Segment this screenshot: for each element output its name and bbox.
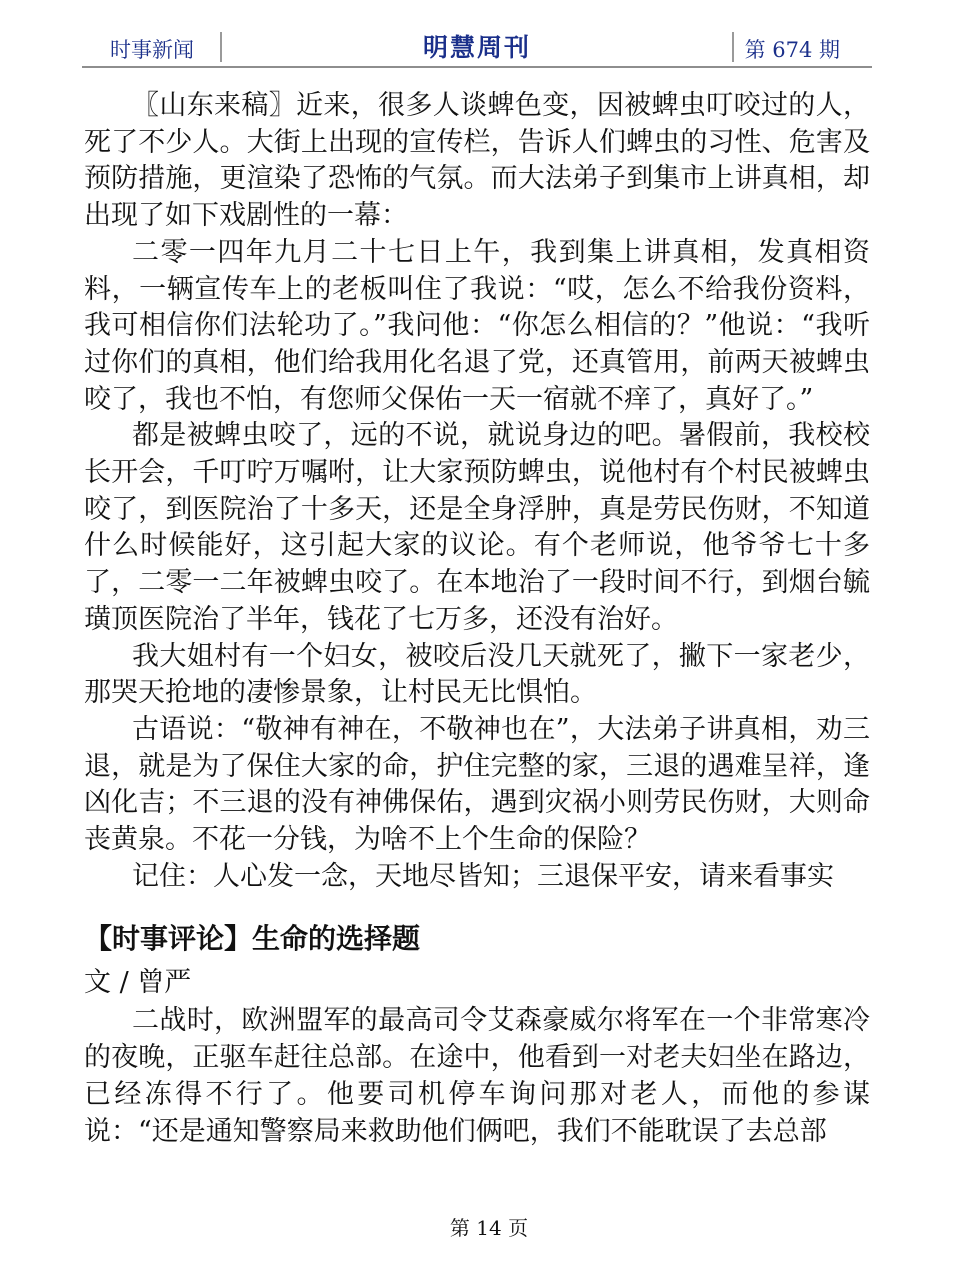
header-section-label: 时事新闻 <box>110 38 194 62</box>
page-number: 第 14 页 <box>449 1216 529 1240</box>
article1-paragraph: 二零一四年九月二十七日上午，我到集上讲真相，发真相资料，一辆宣传车上的老板叫住了我说：“哎，怎么不给我份资料，我可相信你们法轮功了。”我问他：“你怎么相信的？”他说：“我听过你们的真相，他们给我用化名退了党，还真管用，前两天被蜱虫咬了，我也不怕，有您师父保佑一天一宿就不痒了，真好了。” <box>84 236 870 415</box>
header-divider-right <box>732 32 734 62</box>
article1-paragraph: 都是被蜱虫咬了，远的不说，就说身边的吧。暑假前，我校校长开会，千叮咛万嘱咐，让大家预防蜱虫，说他村有个村民被蜱虫咬了，到医院治了十多天，还是全身浮肿，真是劳民伤财，不知道什么时候能好，这引起大家的议论。有个老师说，他爷爷七十多了，二零一二年被蜱虫咬了。在本地治了一段时间不行，到烟台毓璜顶医院治了半年，钱花了七万多，还没有治好。 <box>84 420 870 635</box>
page-content <box>84 88 870 1150</box>
issue-number: 第 674 期 <box>744 38 840 62</box>
article1-paragraph: 记住：人心发一念，天地尽皆知；三退保平安，请来看事实 <box>132 860 834 892</box>
publication-title: 明慧周刊 <box>422 33 531 62</box>
article2-title: 【时事评论】生命的选择题 <box>84 922 421 956</box>
article1-paragraph: 〖山东来稿〗近来，很多人谈蜱色变，因被蜱虫叮咬过的人，死了不少人。大街上出现的宣传栏，告诉人们蜱虫的习性、危害及预防措施，更渲染了恐怖的气氛。而大法弟子到集市上讲真相，却出现了如下戏剧性的一幕： <box>84 90 870 232</box>
article2-byline: 文 / 曾严 <box>84 967 192 999</box>
article2-paragraph: 二战时，欧洲盟军的最高司令艾森豪威尔将军在一个非常寒冷的夜晚，正驱车赶往总部。在途中，他看到一对老夫妇坐在路边，已经冻得不行了。他要司机停车询问那对老人，而他的参谋说：“还是通知警察局来救助他们俩吧，我们不能耽误了去总部 <box>84 1005 870 1147</box>
page-header <box>82 24 872 66</box>
article1-paragraph: 古语说：“敬神有神在，不敬神也在”，大法弟子讲真相，劝三退，就是为了保住大家的命，护住完整的家，三退的遇难呈祥，逢凶化吉；不三退的没有神佛保佑，遇到灾祸小则劳民伤财，大则命丧黄泉。不花一分钱，为啥不上个生命的保险？ <box>84 713 870 856</box>
header-rule <box>82 66 872 68</box>
article1-paragraph: 我大姐村有一个妇女，被咬后没几天就死了，撇下一家老少，那哭天抢地的凄惨景象，让村民无比惧怕。 <box>84 640 870 709</box>
